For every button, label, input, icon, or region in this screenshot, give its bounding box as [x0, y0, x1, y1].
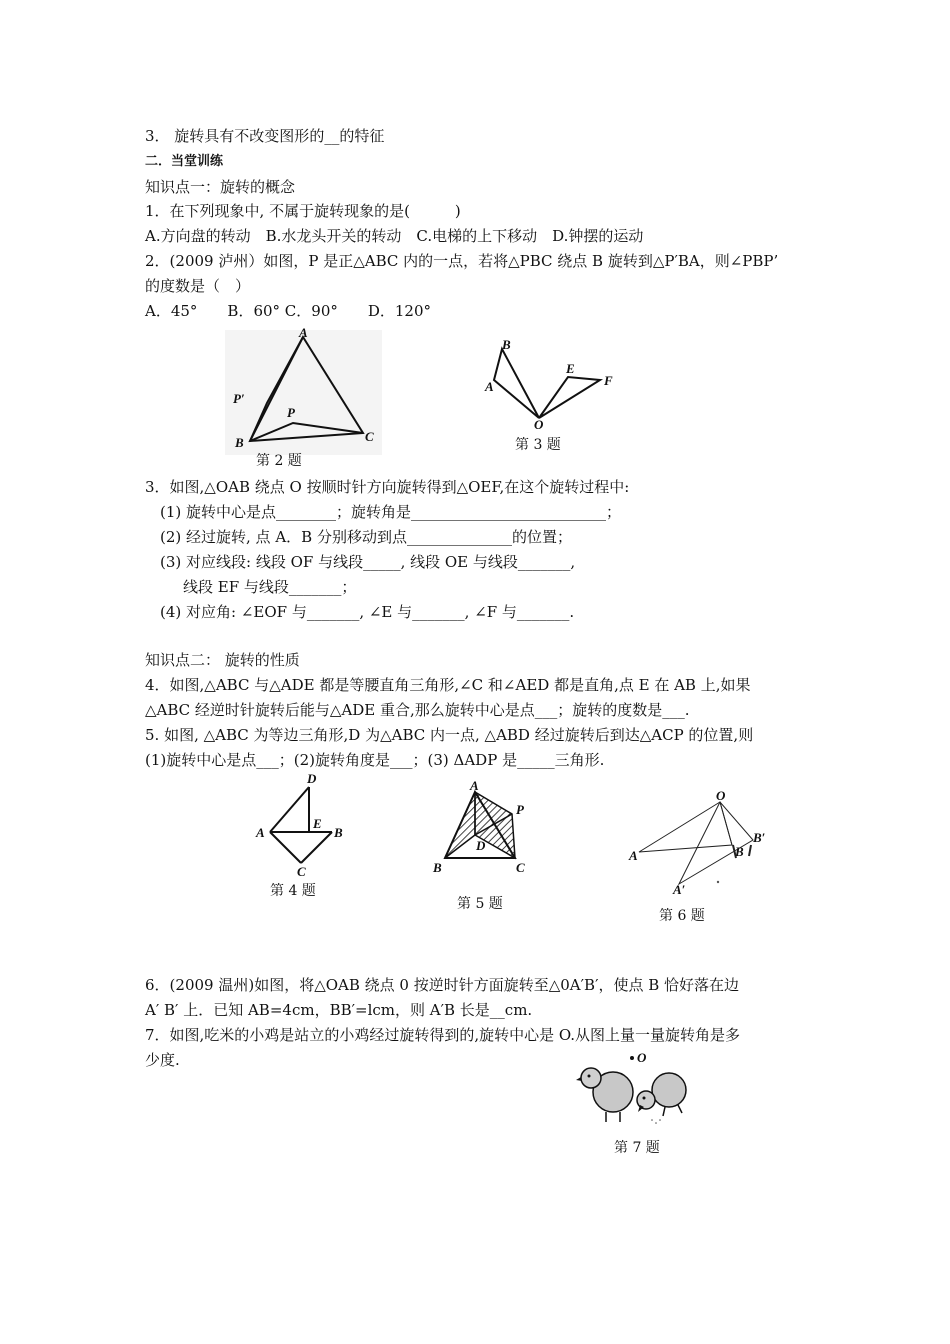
figure-7-chick-2-eye: [643, 1097, 646, 1100]
question-5-cont: (1)旋转中心是点___；(2)旋转角度是___；(3) ΔADP 是_____三角形.: [145, 751, 605, 769]
figure-2-label-c: C: [365, 429, 374, 444]
figure-3-label-f: F: [604, 373, 613, 388]
question-1: 1．在下列现象中, 不属于旋转现象的是( ): [145, 202, 461, 220]
question-4-cont: △ABC 经逆时针旋转后能与△ADE 重合,那么旋转中心是点___；旋转的度数是___.: [145, 701, 690, 719]
figure-2-label-p: P: [287, 405, 295, 420]
figure-6-rotation: [625, 790, 775, 900]
figure-4-segment-ac: [270, 832, 301, 863]
figure-3-caption: 第 3 题: [515, 437, 561, 453]
figure-6-triangle-oab: [639, 802, 732, 852]
question-4: 4．如图,△ABC 与△ADE 都是等腰直角三角形,∠C 和∠AED 都是直角,点 E 在 AB 上,如果: [145, 676, 751, 694]
figure-6-triangle-oa-b: [679, 802, 753, 884]
figure-3-triangle-oef: [539, 377, 600, 418]
figure-4-isosceles-triangles: [250, 770, 360, 882]
figure-2-label-p-prime: P′: [233, 391, 245, 406]
figure-2-label-a: A: [299, 325, 308, 340]
figure-6-label-b: B: [735, 844, 744, 859]
figure-7-rice-grain: [659, 1119, 661, 1121]
figure-3-label-e: E: [566, 361, 575, 376]
figure-6-mark-b-prime: [749, 845, 751, 856]
figure-6-label-o: O: [716, 790, 726, 803]
figure-7-chick-2-leg-right: [678, 1105, 682, 1113]
question-7-cont: 少度.: [145, 1051, 180, 1069]
figure-4-caption: 第 4 题: [270, 883, 316, 899]
question-2-options: A．45° B．60° C．90° D．120°: [145, 302, 432, 320]
figure-4-label-e: E: [313, 816, 322, 831]
figure-7-rice-grain: [655, 1122, 657, 1124]
figure-4-label-b: B: [334, 825, 343, 840]
question-6-cont: A′ B′ 上．已知 AB=4cm，BB′=lcm，则 A′B 长是__cm.: [145, 1001, 533, 1019]
figure-3-label-b: B: [502, 337, 511, 352]
figure-3-label-a: A: [485, 379, 494, 394]
figure-2-caption: 第 2 题: [256, 453, 302, 469]
figure-7-chick-2-leg-left: [663, 1107, 665, 1116]
figure-7-chicks: [570, 1050, 700, 1130]
question-3: 3．如图,△OAB 绕点 O 按顺时针方向旋转得到△OEF,在这个旋转过程中:: [145, 478, 630, 496]
figure-7-label-o: O: [637, 1050, 647, 1065]
figure-7-chick-2-body: [652, 1073, 686, 1107]
figure-2-label-b: B: [235, 435, 244, 450]
figure-5-label-a: A: [470, 780, 479, 793]
question-3-part-2: (2) 经过旋转, 点 A．B 分别移动到点______________的位置；: [160, 528, 572, 546]
knowledge-point-1-heading: 知识点一：旋转的概念: [145, 178, 296, 196]
figure-5-label-b: B: [433, 860, 442, 875]
question-2-cont: 的度数是（ ）: [145, 277, 251, 295]
section-heading-practice: 二．当堂训练: [145, 154, 224, 169]
question-6: 6．(2009 温州)如图，将△OAB 绕点 0 按逆时针方面旋转至△0A′B′，使点 B 恰好落在边: [145, 976, 740, 994]
figure-6-label-b-prime: B′: [753, 830, 766, 845]
figure-5-label-d: D: [476, 838, 486, 853]
figure-4-segment-ad: [270, 787, 309, 832]
figure-4-label-c: C: [297, 864, 306, 879]
figure-5-label-p: P: [516, 802, 524, 817]
figure-6-caption: 第 6 题: [659, 908, 705, 924]
figure-7-center-point: [630, 1056, 634, 1060]
figure-6-speck: [717, 881, 719, 883]
question-3-part-1: (1) 旋转中心是点________；旋转角是__________________________；: [160, 503, 622, 521]
figure-6-label-a-prime: A′: [673, 882, 686, 897]
question-1-options: A.方向盘的转动 B.水龙头开关的转动 C.电梯的上下移动 D.钟摆的运动: [145, 227, 644, 245]
line-fill-blank-3: 3． 旋转具有不改变图形的__的特征: [145, 127, 385, 145]
question-3-part-3: (3) 对应线段: 线段 OF 与线段_____, 线段 OE 与线段_______,: [160, 553, 576, 571]
figure-4-segment-cb: [301, 832, 332, 863]
figure-5-label-c: C: [516, 860, 525, 875]
question-5: 5. 如图, △ABC 为等边三角形,D 为△ABC 内一点, △ABD 经过旋转后到达△ACP 的位置,则: [145, 726, 754, 744]
figure-3-label-o: O: [534, 417, 544, 430]
figure-6-label-a: A: [629, 848, 638, 863]
question-3-part-4: (4) 对应角: ∠EOF 与_______, ∠E 与_______, ∠F 与_______.: [160, 603, 575, 621]
figure-7-chick-1-head: [581, 1068, 601, 1088]
figure-7-chick-1-eye: [588, 1075, 591, 1078]
knowledge-point-2-heading: 知识点二： 旋转的性质: [145, 651, 300, 669]
question-2: 2．(2009 泸州）如图，P 是正△ABC 内的一点，若将△PBC 绕点 B 旋转到△P′BA，则∠PBP’: [145, 252, 779, 270]
figure-7-chick-1-beak: [576, 1077, 582, 1081]
figure-7-caption: 第 7 题: [614, 1140, 660, 1156]
figure-3-rotation: [480, 335, 625, 430]
figure-3-triangle-oab: [494, 349, 539, 418]
figure-4-label-a: A: [256, 825, 265, 840]
figure-5-caption: 第 5 题: [457, 896, 503, 912]
figure-2-triangle: [225, 325, 385, 455]
figure-4-label-d: D: [307, 771, 317, 786]
figure-7-rice-grain: [651, 1119, 653, 1121]
question-3-part-3-cont: 线段 EF 与线段_______；: [183, 578, 357, 596]
question-7: 7．如图,吃米的小鸡是站立的小鸡经过旋转得到的,旋转中心是 O.从图上量一量旋转角是多: [145, 1026, 741, 1044]
figure-5-equilateral-triangle: [430, 780, 540, 880]
